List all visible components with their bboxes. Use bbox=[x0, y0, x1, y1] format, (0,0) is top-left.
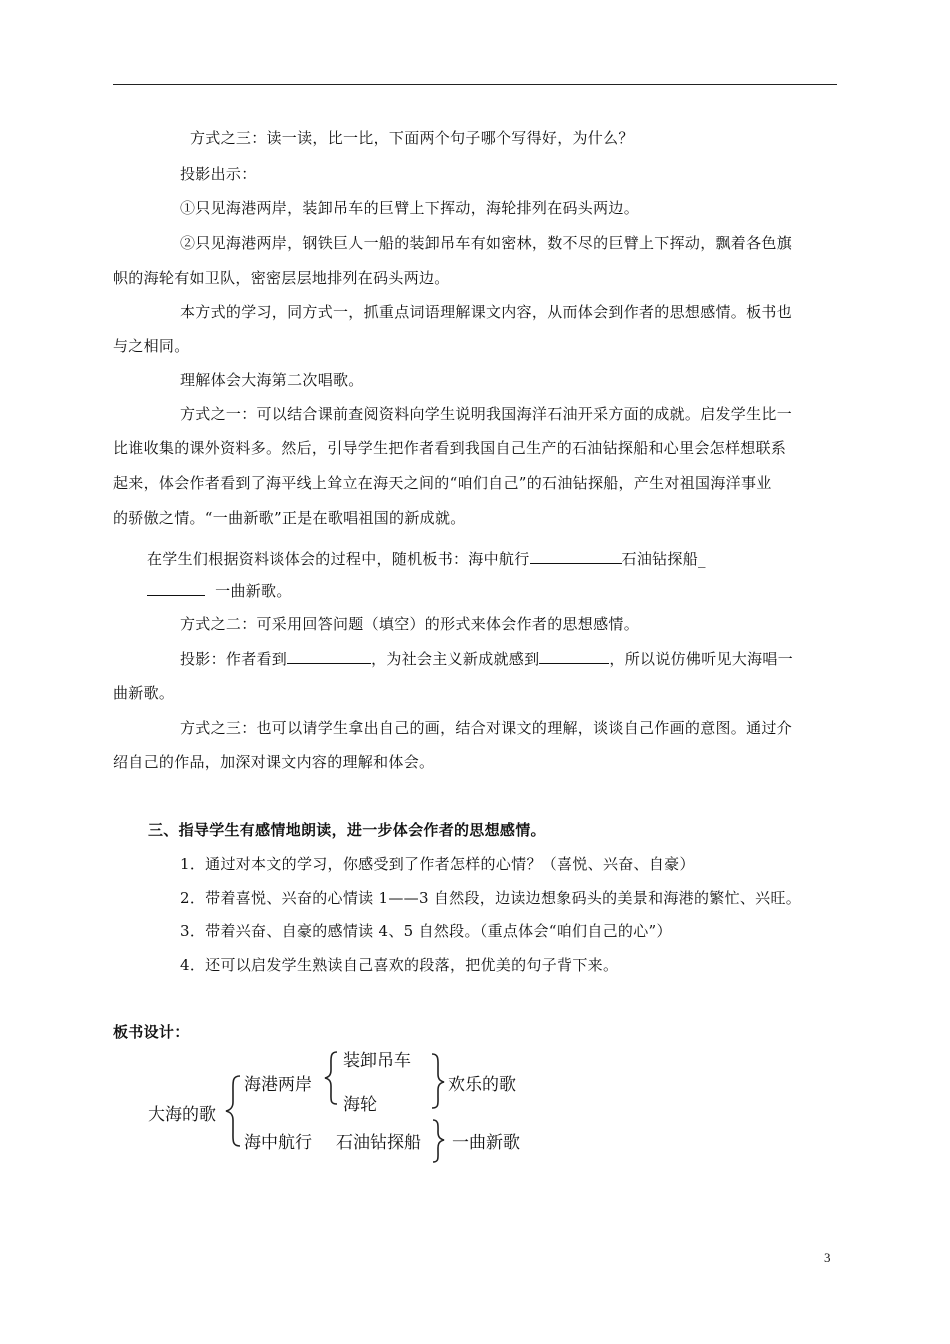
fill-blank bbox=[147, 580, 205, 596]
line-text: 投影：作者看到 bbox=[180, 650, 288, 668]
paragraph-line: ①只见海港两岸，装卸吊车的巨臂上下挥动，海轮排列在码头两边。 bbox=[180, 199, 640, 217]
paragraph-line-with-blanks bbox=[147, 548, 706, 569]
line-text: ，所以说仿佛听见大海唱一 bbox=[609, 650, 794, 668]
paragraph-line: 帜的海轮有如卫队，密密层层地排列在码头两边。 bbox=[113, 269, 450, 287]
paragraph-line: 与之相同。 bbox=[113, 337, 190, 355]
fill-blank bbox=[287, 648, 371, 664]
paragraph-line: 绍自己的作品，加深对课文内容的理解和体会。 bbox=[113, 753, 435, 771]
list-item: 4．还可以启发学生熟读自己喜欢的段落，把优美的句子背下来。 bbox=[180, 956, 619, 974]
paragraph-line-with-blanks bbox=[147, 580, 292, 601]
diagram-leaf: 海轮 bbox=[343, 1095, 377, 1115]
list-item: 1．通过对本文的学习，你感受到了作者怎样的心情？（喜悦、兴奋、自豪） bbox=[180, 855, 695, 873]
header-rule bbox=[113, 84, 837, 85]
diagram-leaf: 装卸吊车 bbox=[343, 1051, 411, 1071]
brace-result1 bbox=[432, 1054, 444, 1108]
paragraph-line: 方式之三：也可以请学生拿出自己的画，结合对课文的理解，谈谈自己作画的意图。通过介 bbox=[180, 719, 793, 737]
fill-blank bbox=[539, 648, 609, 664]
line-text: ，为社会主义新成就感到 bbox=[371, 650, 540, 668]
paragraph-line: 比谁收集的课外资料多。然后，引导学生把作者看到我国自己生产的石油钻探船和心里会怎样想联系 bbox=[113, 439, 787, 457]
list-item: 3．带着兴奋、自豪的感情读 4、5 自然段。（重点体会“咱们自己的心”） bbox=[180, 922, 672, 940]
diagram-result: 欢乐的歌 bbox=[448, 1075, 516, 1095]
paragraph-line: 方式之一：可以结合课前查阅资料向学生说明我国海洋石油开采方面的成就。启发学生比一 bbox=[180, 405, 793, 423]
paragraph-line: 方式之二：可采用回答问题（填空）的形式来体会作者的思想感情。 bbox=[180, 615, 640, 633]
paragraph-line: 方式之三：读一读，比一比，下面两个句子哪个写得好，为什么？ bbox=[190, 129, 634, 147]
paragraph-line: 的骄傲之情。“一曲新歌”正是在歌唱祖国的新成就。 bbox=[113, 509, 466, 527]
list-item: 2．带着喜悦、兴奋的心情读 1——3 自然段，边读边想象码头的美景和海港的繁忙、兴旺。 bbox=[180, 889, 802, 907]
line-text: 石油钻探船 bbox=[621, 550, 699, 568]
line-text: 在学生们根据资料谈体会的过程中，随机板书：海中航行 bbox=[147, 550, 530, 568]
page-number: 3 bbox=[824, 1250, 831, 1265]
paragraph-line: 理解体会大海第二次唱歌。 bbox=[180, 371, 364, 389]
paragraph-line: 曲新歌。 bbox=[113, 684, 175, 702]
paragraph-line-with-blanks bbox=[180, 648, 793, 669]
diagram-root: 大海的歌 bbox=[148, 1105, 216, 1125]
paragraph-line: ②只见海港两岸，钢铁巨人一船的装卸吊车有如密林，数不尽的巨臂上下挥动，飘着各色旗 bbox=[180, 234, 793, 252]
paragraph-line: 本方式的学习，同方式一，抓重点词语理解课文内容，从而体会到作者的思想感情。板书也 bbox=[180, 303, 793, 321]
diagram-branch: 海中航行 bbox=[244, 1133, 312, 1153]
brace-result2 bbox=[433, 1120, 444, 1162]
diagram-branch: 海港两岸 bbox=[244, 1075, 312, 1095]
paragraph-line: 投影出示： bbox=[180, 165, 257, 183]
line-text: 一曲新歌。 bbox=[215, 582, 292, 600]
diagram-leaf: 石油钻探船 bbox=[336, 1133, 421, 1153]
board-design-title: 板书设计： bbox=[113, 1023, 190, 1041]
brace-branch1 bbox=[325, 1052, 337, 1104]
paragraph-line: 起来，体会作者看到了海平线上耸立在海天之间的“咱们自己”的石油钻探船，产生对祖国海洋事业 bbox=[113, 474, 772, 492]
board-diagram bbox=[140, 1040, 560, 1180]
fill-blank bbox=[530, 548, 622, 564]
brace-root bbox=[226, 1076, 240, 1146]
section-heading: 三、指导学生有感情地朗读，进一步体会作者的思想感情。 bbox=[148, 821, 546, 839]
diagram-result: 一曲新歌 bbox=[452, 1133, 520, 1153]
line-text: _ bbox=[698, 550, 706, 568]
